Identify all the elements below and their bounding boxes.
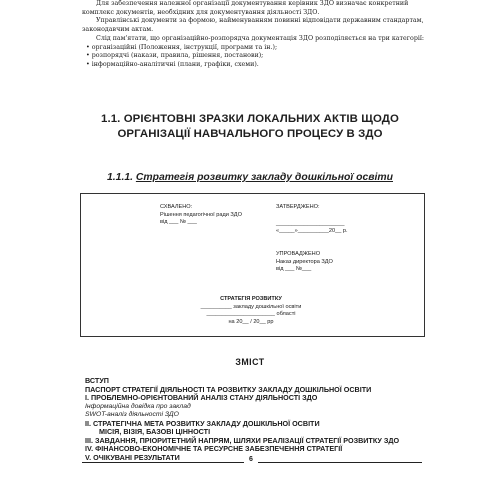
category-item: • розпорядчі (накази, правила, рішення, постанови); bbox=[82, 52, 442, 61]
toc-item: І. ПРОБЛЕМНО-ОРІЄНТОВАНИЙ АНАЛІЗ СТАНУ ДІЯЛЬНОСТІ ЗДО bbox=[85, 393, 318, 402]
implemented-block bbox=[276, 251, 333, 274]
subsection-heading bbox=[100, 172, 400, 183]
implemented-title: УПРОВАДЖЕНО bbox=[276, 251, 321, 257]
toc-item: ПАСПОРТ СТРАТЕГІЇ ДІЯЛЬНОСТІ ТА РОЗВИТКУ ЗАКЛАДУ ДОШКІЛЬНОЇ ОСВІТИ bbox=[85, 384, 372, 394]
category-list bbox=[82, 44, 442, 70]
intro-paragraph: Для забезпечення належної організації документування керівник ЗДО визначає конкретний комплекс документів, необхідних для документування діяльності ЗДО. bbox=[82, 0, 409, 16]
strategy-line: ______________________ області bbox=[206, 311, 296, 318]
approved-by-director-block bbox=[276, 204, 348, 236]
intro-section bbox=[82, 0, 442, 70]
strategy-line: __________ закладу дошкільної освіти bbox=[200, 303, 302, 310]
toc-item: SWOT-аналіз діяльності ЗДО bbox=[85, 411, 179, 418]
strategy-line: на 20__ / 20__ рр bbox=[228, 318, 274, 325]
date-line: «_____»__________20__ р. bbox=[276, 228, 348, 235]
toc-item: Інформаційна довідка про заклад bbox=[85, 402, 191, 410]
approved-line: від ___ № ___ bbox=[160, 219, 197, 226]
contents-title: ЗМІСТ bbox=[235, 357, 265, 367]
section-heading-line: 1.1. ОРІЄНТОВНІ ЗРАЗКИ ЛОКАЛЬНИХ АКТІВ ЩОДО bbox=[101, 113, 399, 125]
signature-line: ______________________ bbox=[276, 220, 345, 227]
toc-item: ІІІ. ЗАВДАННЯ, ПРІОРИТЕТНИЙ НАПРЯМ, ШЛЯХИ РЕАЛІЗАЦІЇ СТРАТЕГІЇ РОЗВИТКУ ЗДО bbox=[85, 435, 400, 445]
section-heading bbox=[100, 112, 400, 142]
intro-paragraph: Слід пам'ятати, що організаційно-розпорядча документація ЗДО розподіляється на три категорії: bbox=[96, 34, 425, 42]
subsection-title: Стратегія розвитку закладу дошкільної освіти bbox=[135, 172, 393, 183]
approved-by-council-block bbox=[160, 204, 242, 227]
toc-item: ІІ. СТРАТЕГІЧНА МЕТА РОЗВИТКУ ЗАКЛАДУ ДОШКІЛЬНОЇ ОСВІТИ bbox=[85, 418, 320, 428]
category-item: • інформаційно-аналітичні (плани, графіки, схеми). bbox=[82, 61, 442, 70]
toc-item: V. ОЧІКУВАНІ РЕЗУЛЬТАТИ bbox=[85, 452, 180, 462]
toc-item: ВСТУП bbox=[85, 376, 109, 385]
toc-item: ІV. ФІНАНСОВО-ЕКОНОМІЧНЕ ТА РЕСУРСНЕ ЗАБЕЗПЕЧЕННЯ СТРАТЕГІЇ bbox=[85, 444, 343, 453]
subsection-number: 1.1.1. bbox=[107, 172, 133, 183]
approved-line: Рішення педагогічної ради ЗДО bbox=[160, 211, 242, 218]
approved-title: СХВАЛЕНО: bbox=[160, 204, 193, 210]
implemented-line: Наказ директора ЗДО bbox=[276, 258, 333, 265]
title-page-template bbox=[80, 193, 425, 337]
strategy-title: СТРАТЕГІЯ РОЗВИТКУ bbox=[220, 296, 282, 302]
intro-paragraph: Управлінські документи за формою, найменуванням повинні відповідати державним стандартам, законодавчим актам. bbox=[82, 17, 424, 34]
strategy-title-block bbox=[161, 296, 341, 326]
table-of-contents bbox=[85, 377, 425, 462]
approved-title: ЗАТВЕРДЖЕНО: bbox=[276, 204, 320, 210]
section-heading-line: ОРГАНІЗАЦІЇ НАВЧАЛЬНОГО ПРОЦЕСУ В ЗДО bbox=[117, 128, 383, 140]
implemented-line: від ___ №___ bbox=[276, 266, 312, 273]
category-item: • організаційні (Положення, інструкції, програми та ін.); bbox=[82, 44, 442, 53]
toc-item: МІСІЯ, ВІЗІЯ, БАЗОВІ ЦІННОСТІ bbox=[99, 427, 211, 436]
page-number: 6 bbox=[244, 456, 258, 463]
